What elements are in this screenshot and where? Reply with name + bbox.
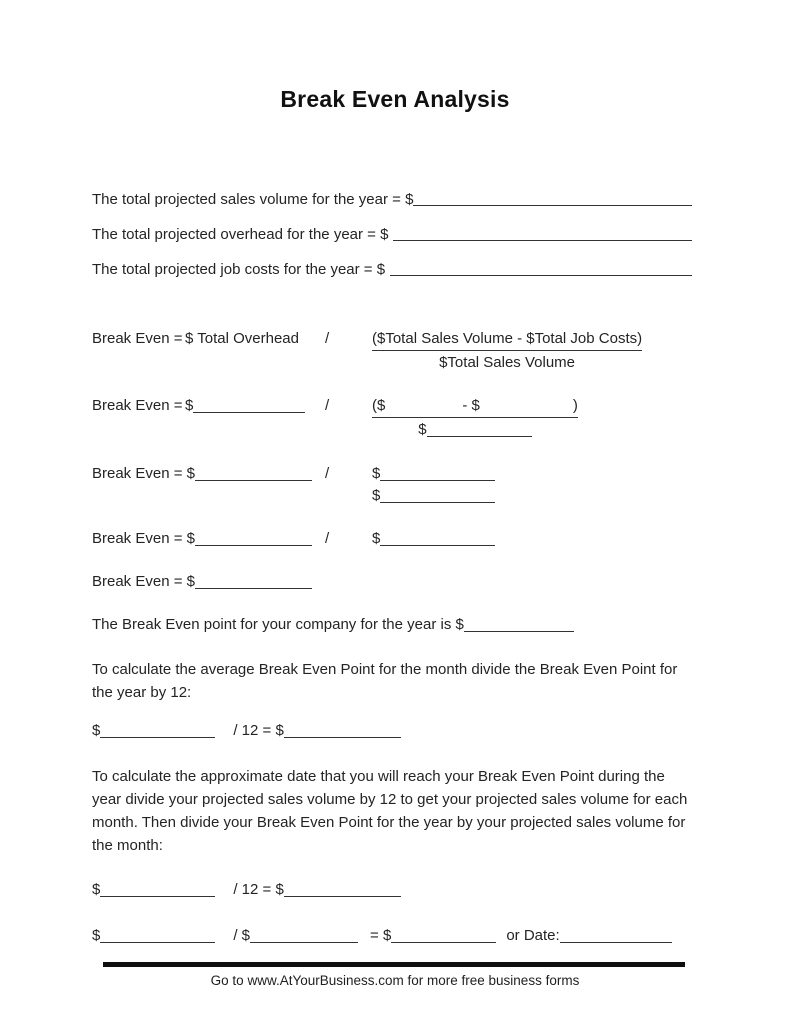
break-even-dollar-label: Break Even = $ (92, 465, 195, 482)
approximate-date-paragraph: To calculate the approximate date that you will reach your Break Even Point during the year divide your projected sales volume by 12 to get your projected sales volume for each month. Then divide your Break Even Point for the year by your projected sales volume for the month: (92, 768, 688, 854)
overhead-amount-blank (195, 480, 312, 481)
dollar-sign: $ (372, 465, 381, 482)
amount-blank (380, 545, 495, 546)
sales-volume-blank (413, 205, 692, 206)
intro-section (92, 189, 692, 280)
monthly-sales-blank (284, 896, 401, 897)
fraction (372, 395, 578, 440)
amount-blank (380, 502, 495, 503)
sales-volume-label: The total projected sales volume for the year = $ (92, 191, 414, 208)
formula-row3-left (92, 463, 325, 506)
formula-row3-right (372, 463, 692, 506)
overhead-label: The total projected overhead for the year = $ (92, 226, 389, 243)
numerator-blanks (372, 395, 578, 418)
formula-row4-right (372, 528, 692, 549)
dollar-sign: $ (185, 397, 194, 414)
divide-by-12-label: / 12 = $ (233, 881, 284, 898)
job-costs-line (92, 259, 692, 280)
monthly-sales-blank (250, 942, 358, 943)
dollar-sign: $ (92, 722, 101, 739)
footer-divider (103, 962, 685, 967)
form-body (0, 189, 790, 946)
dollar-sign: $ (418, 421, 427, 438)
denominator-blank-line (372, 485, 692, 506)
denominator-blank (427, 436, 532, 437)
formula-blank-fraction-row (92, 395, 692, 440)
sales-month-formula-row (92, 879, 692, 900)
break-even-point-line (92, 614, 692, 635)
dollar-sign: $ (372, 530, 381, 547)
year-point-blank (100, 737, 215, 738)
overhead-amount-blank (195, 545, 312, 546)
page-title: Break Even Analysis (280, 86, 510, 112)
point-amount-blank (464, 631, 574, 632)
sales-volume-line (92, 189, 692, 210)
break-even-dollar-label: Break Even = $ (92, 573, 195, 590)
formula-stacked-row (92, 463, 692, 506)
dollar-sign: $ (92, 881, 101, 898)
monthly-average-paragraph: To calculate the average Break Even Point for the month divide the Break Even Point for the year by 12: (92, 661, 678, 701)
divide-sign: / (325, 397, 330, 414)
year-point-blank (100, 942, 215, 943)
formula-row2-fraction (372, 395, 692, 440)
job-costs-blank (390, 275, 692, 276)
formula-def-fraction (372, 328, 692, 373)
month-point-blank (284, 737, 401, 738)
formula-row2-left (92, 395, 325, 440)
formula-division-row (92, 528, 692, 549)
denominator-label: $Total Sales Volume (439, 354, 576, 371)
formula-row4-left (92, 528, 325, 549)
footer-note: Go to www.AtYourBusiness.com for more free business forms (210, 973, 580, 988)
numerator-blank-line (372, 463, 692, 484)
break-even-point-label: The Break Even point for your company for the year is $ (92, 616, 464, 633)
dollar-sign: $ (372, 487, 381, 504)
denominator-blank-line (372, 419, 578, 440)
minus-dollar: - $ (462, 397, 480, 414)
break-even-dollar-label: Break Even = $ (92, 530, 195, 547)
formula-def-left (92, 328, 325, 373)
divide-dollar-label: / $ (233, 927, 251, 944)
divide-sign: / (325, 530, 330, 547)
divide-by-12-label: / 12 = $ (233, 722, 284, 739)
fraction (372, 328, 642, 373)
or-date-label: or Date: (506, 927, 560, 944)
overhead-amount-blank (193, 412, 305, 413)
amount-blank (380, 480, 495, 481)
result-blank (391, 942, 496, 943)
monthly-formula-row (92, 720, 692, 741)
equals-dollar-label: = $ (370, 927, 392, 944)
sales-volume-blank (100, 896, 215, 897)
job-costs-label: The total projected job costs for the year = $ (92, 261, 386, 278)
formula-definition-row (92, 328, 692, 373)
overhead-blank (393, 240, 692, 241)
dollar-sign: $ (92, 927, 101, 944)
total-overhead-label: $ Total Overhead (185, 330, 299, 347)
open-paren-dollar: ($ (372, 397, 386, 414)
date-blank (560, 942, 672, 943)
result-blank (195, 588, 312, 589)
formula-result-row (92, 571, 692, 592)
divide-sign: / (325, 465, 330, 482)
numerator-label: ($Total Sales Volume - $Total Job Costs) (372, 328, 642, 351)
close-paren: ) (572, 397, 578, 414)
overhead-line (92, 224, 692, 245)
date-formula-row (92, 925, 692, 946)
break-even-label: Break Even = (92, 397, 183, 414)
divide-sign: / (325, 330, 330, 347)
break-even-label: Break Even = (92, 330, 183, 347)
